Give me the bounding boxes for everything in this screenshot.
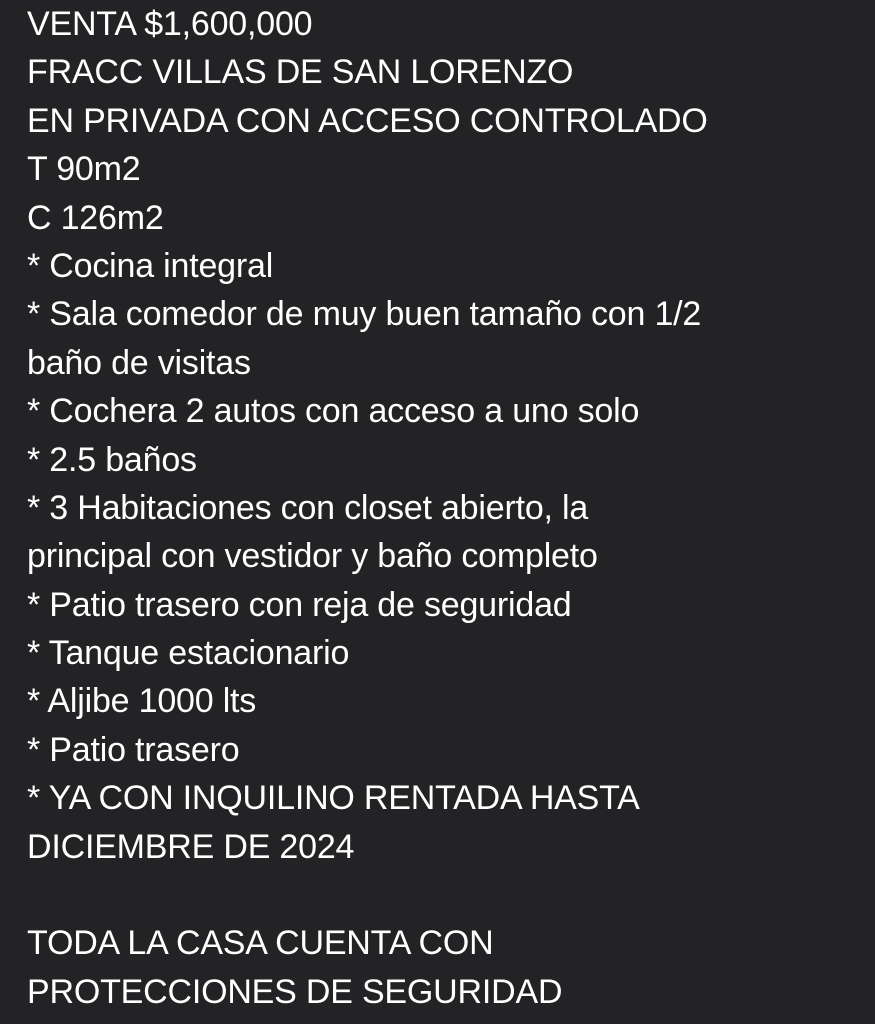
feature-line: * Tanque estacionario	[27, 634, 350, 673]
feature-line: * Patio trasero con reja de seguridad	[27, 585, 572, 624]
feature-line: * Cochera 2 autos con acceso a uno solo	[27, 392, 640, 431]
access-line: EN PRIVADA CON ACCESO CONTROLADO	[27, 101, 708, 140]
blank-line	[27, 871, 867, 919]
feature-line-continued: DICIEMBRE DE 2024	[27, 827, 355, 866]
feature-line-continued: principal con vestidor y baño completo	[27, 537, 598, 576]
feature-line: * Aljibe 1000 lts	[27, 682, 257, 721]
closing-line: TODA LA CASA CUENTA CON	[27, 924, 494, 963]
feature-line-continued: baño de visitas	[27, 343, 251, 382]
feature-line: * 3 Habitaciones con closet abierto, la	[27, 488, 589, 527]
feature-line: * Cocina integral	[27, 246, 274, 285]
feature-line: * Patio trasero	[27, 730, 240, 769]
feature-line: * 2.5 baños	[27, 440, 197, 479]
construction-size-line: C 126m2	[27, 198, 164, 237]
message-body	[27, 0, 867, 1016]
feature-line: * YA CON INQUILINO RENTADA HASTA	[27, 779, 640, 818]
price-line: VENTA $1,600,000	[27, 5, 313, 43]
closing-line-continued: PROTECCIONES DE SEGURIDAD	[27, 972, 563, 1011]
feature-line: * Sala comedor de muy buen tamaño con 1/2	[27, 295, 702, 334]
development-line: FRACC VILLAS DE SAN LORENZO	[27, 53, 574, 92]
land-size-line: T 90m2	[27, 150, 141, 189]
